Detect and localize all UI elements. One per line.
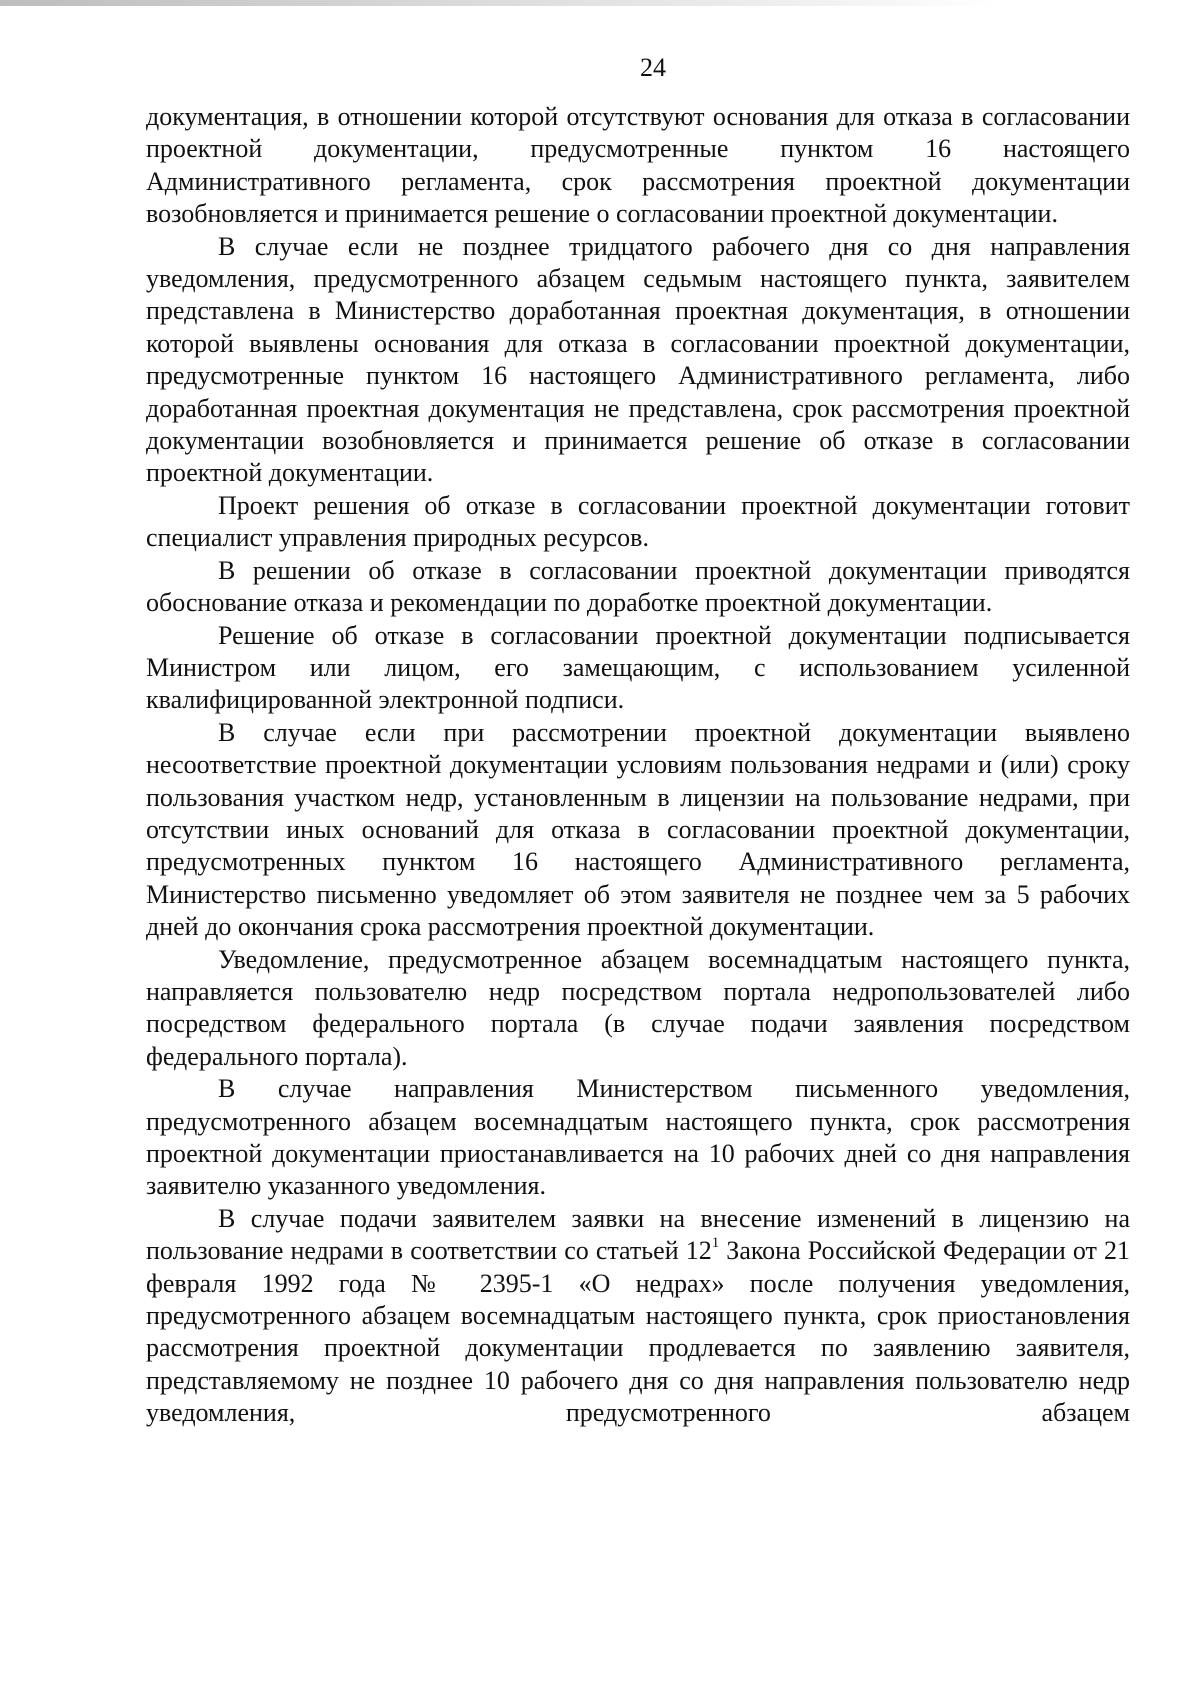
- paragraph: Уведомление, предусмотренное абзацем восемнадцатым настоящего пункта, направляется пользователю недр посредством портала недропользователей либо посредством федерального портала (в случае подачи заявления посредством федерального портала).: [146, 944, 1130, 1071]
- paragraph-text-after-superscript: Закона Российской Федерации от 21 февраля 1992 года № 2395-1 «О недрах» после получения уведомления, предусмотренного абзацем восемнадцатым настоящего пункта, срок приостановления рассмотрения проектной документации продлевается по заявлению заявителя, представляемому не позднее 10 рабочего дня со дня направления пользователю недр уведомления, предусмотренного абзацем: [146, 1236, 1130, 1428]
- article-superscript: 1: [711, 1234, 720, 1251]
- paragraph: В случае направления Министерством письменного уведомления, предусмотренного абзацем восемнадцатым настоящего пункта, срок рассмотрения проектной документации приостанавливается на 10 рабочих дней со дня направления заявителю указанного уведомления.: [146, 1074, 1130, 1201]
- document-page: [146, 52, 1130, 1430]
- page-number: 24: [640, 53, 666, 82]
- paragraph-last: [146, 1203, 1130, 1430]
- paragraph: Решение об отказе в согласовании проектной документации подписывается Министром или лицом, его замещающим, с использованием усиленной квалифицированной электронной подписи.: [146, 620, 1130, 715]
- paragraph: В решении об отказе в согласовании проектной документации приводятся обоснование отказа и рекомендации по доработке проектной документации.: [146, 555, 1130, 618]
- scan-edge-shadow: [0, 0, 1000, 6]
- document-body: [146, 101, 1130, 1430]
- paragraph: Проект решения об отказе в согласовании проектной документации готовит специалист управления природных ресурсов.: [146, 490, 1130, 553]
- paragraph-text-before-superscript: В случае подачи заявителем заявки на внесение изменений в лицензию на пользование недрами в соответствии со статьей 12: [146, 1203, 1130, 1266]
- paragraph: В случае если не позднее тридцатого рабочего дня со дня направления уведомления, предусмотренного абзацем седьмым настоящего пункта, заявителем представлена в Министерство доработанная проектная документация, в отношении которой выявлены основания для отказа в согласовании проектной документации, предусмотренные пунктом 16 настоящего Административного регламента, либо доработанная проектная документация не представлена, срок рассмотрения проектной документации возобновляется и принимается решение об отказе в согласовании проектной документации.: [146, 231, 1130, 488]
- paragraph-continuation: документация, в отношении которой отсутствуют основания для отказа в согласовании проектной документации, предусмотренные пунктом 16 настоящего Административного регламента, срок рассмотрения проектной документации возобновляется и принимается решение о согласовании проектной документации.: [146, 102, 1130, 229]
- paragraph: В случае если при рассмотрении проектной документации выявлено несоответствие проектной документации условиям пользования недрами и (или) сроку пользования участком недр, установленным в лицензии на пользование недрами, при отсутствии иных оснований для отказа в согласовании проектной документации, предусмотренных пунктом 16 настоящего Административного регламента, Министерство письменно уведомляет об этом заявителя не позднее чем за 5 рабочих дней до окончания срока рассмотрения проектной документации.: [146, 717, 1130, 942]
